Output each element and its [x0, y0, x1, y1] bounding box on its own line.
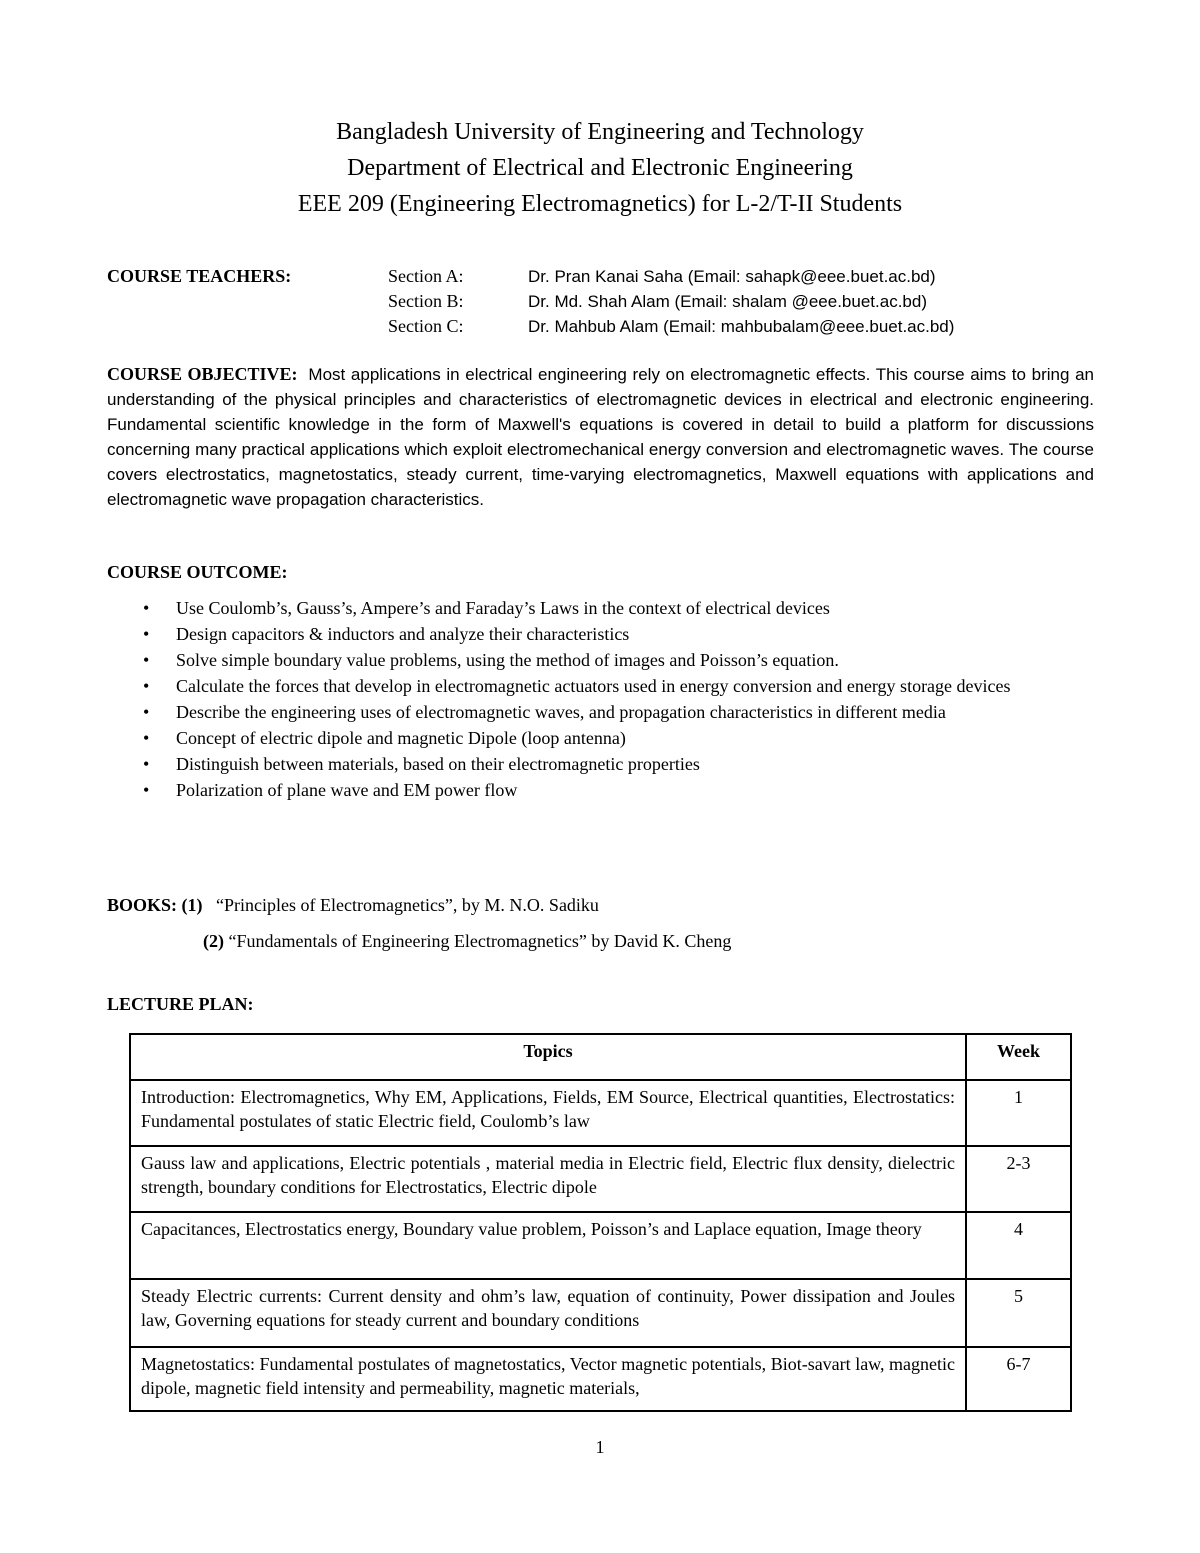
university-name: Bangladesh University of Engineering and Technology: [336, 119, 864, 145]
list-item: [107, 596, 1094, 621]
bullet-icon: •: [143, 676, 150, 696]
table-row: [130, 1212, 1071, 1279]
list-item: [107, 674, 1094, 699]
teacher-name: Dr. Md. Shah Alam (Email: shalam @eee.buet.ac.bd): [528, 292, 927, 311]
column-header-week: Week: [966, 1034, 1071, 1080]
topic-cell: Magnetostatics: Fundamental postulates of magnetostatics, Vector magnetic potentials, Biot-savart law, magnetic dipole, magnetic field intensity and permeability, magnetic materials,: [130, 1347, 966, 1411]
table-header-row: [130, 1034, 1071, 1080]
outcome-text: Polarization of plane wave and EM power flow: [176, 780, 518, 800]
books-line-2: [203, 929, 731, 954]
book-number: (1): [181, 895, 203, 915]
document-header: [0, 114, 1200, 222]
table-row: [130, 1279, 1071, 1347]
week-cell: 5: [966, 1279, 1071, 1347]
table-row: [130, 1347, 1071, 1411]
outcome-text: Distinguish between materials, based on their electromagnetic properties: [176, 754, 700, 774]
column-header-topics: Topics: [130, 1034, 966, 1080]
outcome-text: Solve simple boundary value problems, using the method of images and Poisson’s equation.: [176, 650, 839, 670]
book-number: (2): [203, 931, 224, 951]
bullet-icon: •: [143, 624, 150, 644]
topic-cell: Steady Electric currents: Current density and ohm’s law, equation of continuity, Power dissipation and Joules law, Governing equations for steady current and boundary conditions: [130, 1279, 966, 1347]
list-item: [107, 752, 1094, 777]
table-row: [130, 1080, 1071, 1146]
list-item: [107, 700, 1094, 725]
page-number: 1: [595, 1437, 605, 1457]
section-label: Section B:: [388, 291, 464, 311]
course-outcome-list: [107, 596, 1094, 804]
lecture-plan-table: [129, 1033, 1072, 1412]
course-teachers-label: COURSE TEACHERS:: [107, 266, 292, 286]
topic-cell: Introduction: Electromagnetics, Why EM, Applications, Fields, EM Source, Electrical quantities, Electrostatics: Fundamental postulates of static Electric field, Coulomb’s law: [130, 1080, 966, 1146]
course-title: EEE 209 (Engineering Electromagnetics) for L-2/T-II Students: [297, 191, 903, 217]
week-cell: 1: [966, 1080, 1071, 1146]
topic-cell: Capacitances, Electrostatics energy, Boundary value problem, Poisson’s and Laplace equation, Image theory: [130, 1212, 966, 1279]
course-outcome-label: COURSE OUTCOME:: [107, 562, 288, 582]
bullet-icon: •: [143, 754, 150, 774]
teacher-name: Dr. Mahbub Alam (Email: mahbubalam@eee.buet.ac.bd): [528, 317, 955, 336]
bullet-icon: •: [143, 728, 150, 748]
department-name: Department of Electrical and Electronic Engineering: [347, 155, 853, 181]
table-row: [130, 1146, 1071, 1212]
outcome-text: Design capacitors & inductors and analyze their characteristics: [176, 624, 630, 644]
bullet-icon: •: [143, 650, 150, 670]
topic-cell: Gauss law and applications, Electric potentials , material media in Electric field, Electric flux density, dielectric strength, boundary conditions for Electrostatics, Electric dipole: [130, 1146, 966, 1212]
week-cell: 4: [966, 1212, 1071, 1279]
lecture-plan-label: LECTURE PLAN:: [107, 994, 254, 1014]
outcome-text: Calculate the forces that develop in electromagnetic actuators used in energy conversion and energy storage devices: [176, 676, 1011, 696]
outcome-text: Describe the engineering uses of electromagnetic waves, and propagation characteristics in different media: [176, 702, 946, 722]
week-cell: 2-3: [966, 1146, 1071, 1212]
list-item: [107, 648, 1094, 673]
bullet-icon: •: [143, 702, 150, 722]
bullet-icon: •: [143, 598, 150, 618]
list-item: [107, 622, 1094, 647]
section-label: Section A:: [388, 266, 464, 286]
teacher-name: Dr. Pran Kanai Saha (Email: sahapk@eee.buet.ac.bd): [528, 267, 936, 286]
outcome-text: Concept of electric dipole and magnetic Dipole (loop antenna): [176, 728, 626, 748]
list-item: [107, 778, 1094, 803]
outcome-text: Use Coulomb’s, Gauss’s, Ampere’s and Faraday’s Laws in the context of electrical devices: [176, 598, 830, 618]
course-objective-label: COURSE OBJECTIVE:: [107, 364, 298, 384]
books-label: BOOKS:: [107, 895, 178, 915]
bullet-icon: •: [143, 780, 150, 800]
course-objective-text: Most applications in electrical engineering rely on electromagnetic effects. This course aims to bring an understanding of the physical principles and characteristics of electromagnetic devices in electrical and electronic engineering. Fundamental scientific knowledge in the form of Maxwell's equations is covered in detail to build a platform for discussions concerning many practical applications which exploit electromechanical energy conversion and electromagnetic waves. The course covers electrostatics, magnetostatics, steady current, time-varying electromagnetics, Maxwell equations with applications and electromagnetic wave propagation characteristics.: [107, 365, 1095, 509]
week-cell: 6-7: [966, 1347, 1071, 1411]
books-line-1: [107, 893, 599, 918]
section-label: Section C:: [388, 316, 464, 336]
list-item: [107, 726, 1094, 751]
book-title: “Principles of Electromagnetics”, by M. N.O. Sadiku: [216, 895, 599, 915]
course-objective: [107, 362, 1094, 512]
book-title: “Fundamentals of Engineering Electromagnetics” by David K. Cheng: [228, 931, 732, 951]
